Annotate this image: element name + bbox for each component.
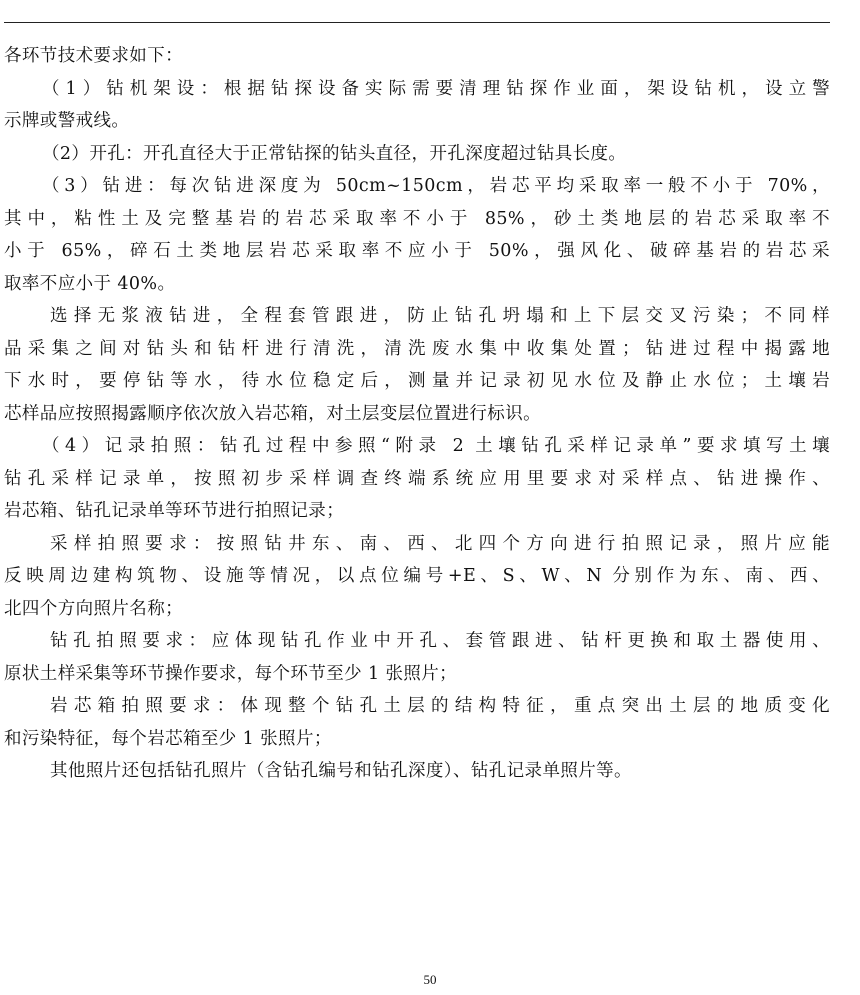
- page-number: 50: [423, 972, 437, 987]
- paragraph-line: 原状土样采集等环节操作要求，每个环节至少 1 张照片；: [4, 663, 458, 684]
- paragraph-line: 芯样品应按照揭露顺序依次放入岩芯箱，对土层变层位置进行标识。: [4, 403, 541, 424]
- paragraph-line: 其中，粘性土及完整基岩的岩芯采取率不小于 85%，砂土类地层的岩芯采取率不: [4, 208, 830, 229]
- header-rule: [4, 22, 830, 23]
- paragraph-line: （1）钻机架设：根据钻探设备实际需要清理钻探作业面，架设钻机，设立警: [42, 78, 830, 99]
- paragraph-line: 品采集之间对钻头和钻杆进行清洗，清洗废水集中收集处置；钻进过程中揭露地: [4, 338, 830, 359]
- intro-line: 各环节技术要求如下：: [4, 46, 183, 66]
- paragraph-line: 示牌或警戒线。: [4, 111, 130, 131]
- paragraph-line: （4）记录拍照：钻孔过程中参照“附录 2 土壤钻孔采样记录单”要求填写土壤: [42, 436, 830, 456]
- document-body: [4, 40, 830, 788]
- paragraph-line: 和污染特征，每个岩芯箱至少 1 张照片；: [4, 728, 332, 749]
- paragraph-line: 钻孔采样记录单，按照初步采样调查终端系统应用里要求对采样点、钻进操作、: [4, 468, 830, 489]
- paragraph-line: 下水时，要停钻等水，待水位稳定后，测量并记录初见水位及静止水位；土壤岩: [4, 371, 830, 391]
- paragraph-line: 岩芯箱拍照要求：体现整个钻孔土层的结构特征，重点突出土层的地质变化: [50, 696, 830, 716]
- paragraph-line: 小于 65%，碎石土类地层岩芯采取率不应小于 50%，强风化、破碎基岩的岩芯采: [4, 241, 830, 261]
- paragraph-line: 选择无浆液钻进，全程套管跟进，防止钻孔坍塌和上下层交叉污染；不同样: [50, 306, 830, 326]
- paragraph-line: 其他照片还包括钻孔照片（含钻孔编号和钻孔深度）、钻孔记录单照片等。: [50, 761, 632, 781]
- paragraph-line: （2）开孔：开孔直径大于正常钻探的钻头直径，开孔深度超过钻具长度。: [42, 143, 627, 164]
- paragraph-line: 岩芯箱、钻孔记录单等环节进行拍照记录；: [4, 501, 345, 521]
- paragraph-line: 采样拍照要求：按照钻井东、南、西、北四个方向进行拍照记录，照片应能: [50, 533, 830, 554]
- paragraph-line: 取率不应小于 40%。: [4, 273, 176, 294]
- paragraph-line: （3）钻进：每次钻进深度为 50cm~150cm，岩芯平均采取率一般不小于 70%，: [42, 176, 830, 196]
- paragraph-line: 反映周边建构筑物、设施等情况，以点位编号+E、S、W、N 分别作为东、南、西、: [4, 566, 830, 586]
- paragraph-line: 北四个方向照片名称；: [4, 598, 183, 619]
- paragraph-line: 钻孔拍照要求：应体现钻孔作业中开孔、套管跟进、钻杆更换和取土器使用、: [50, 631, 830, 651]
